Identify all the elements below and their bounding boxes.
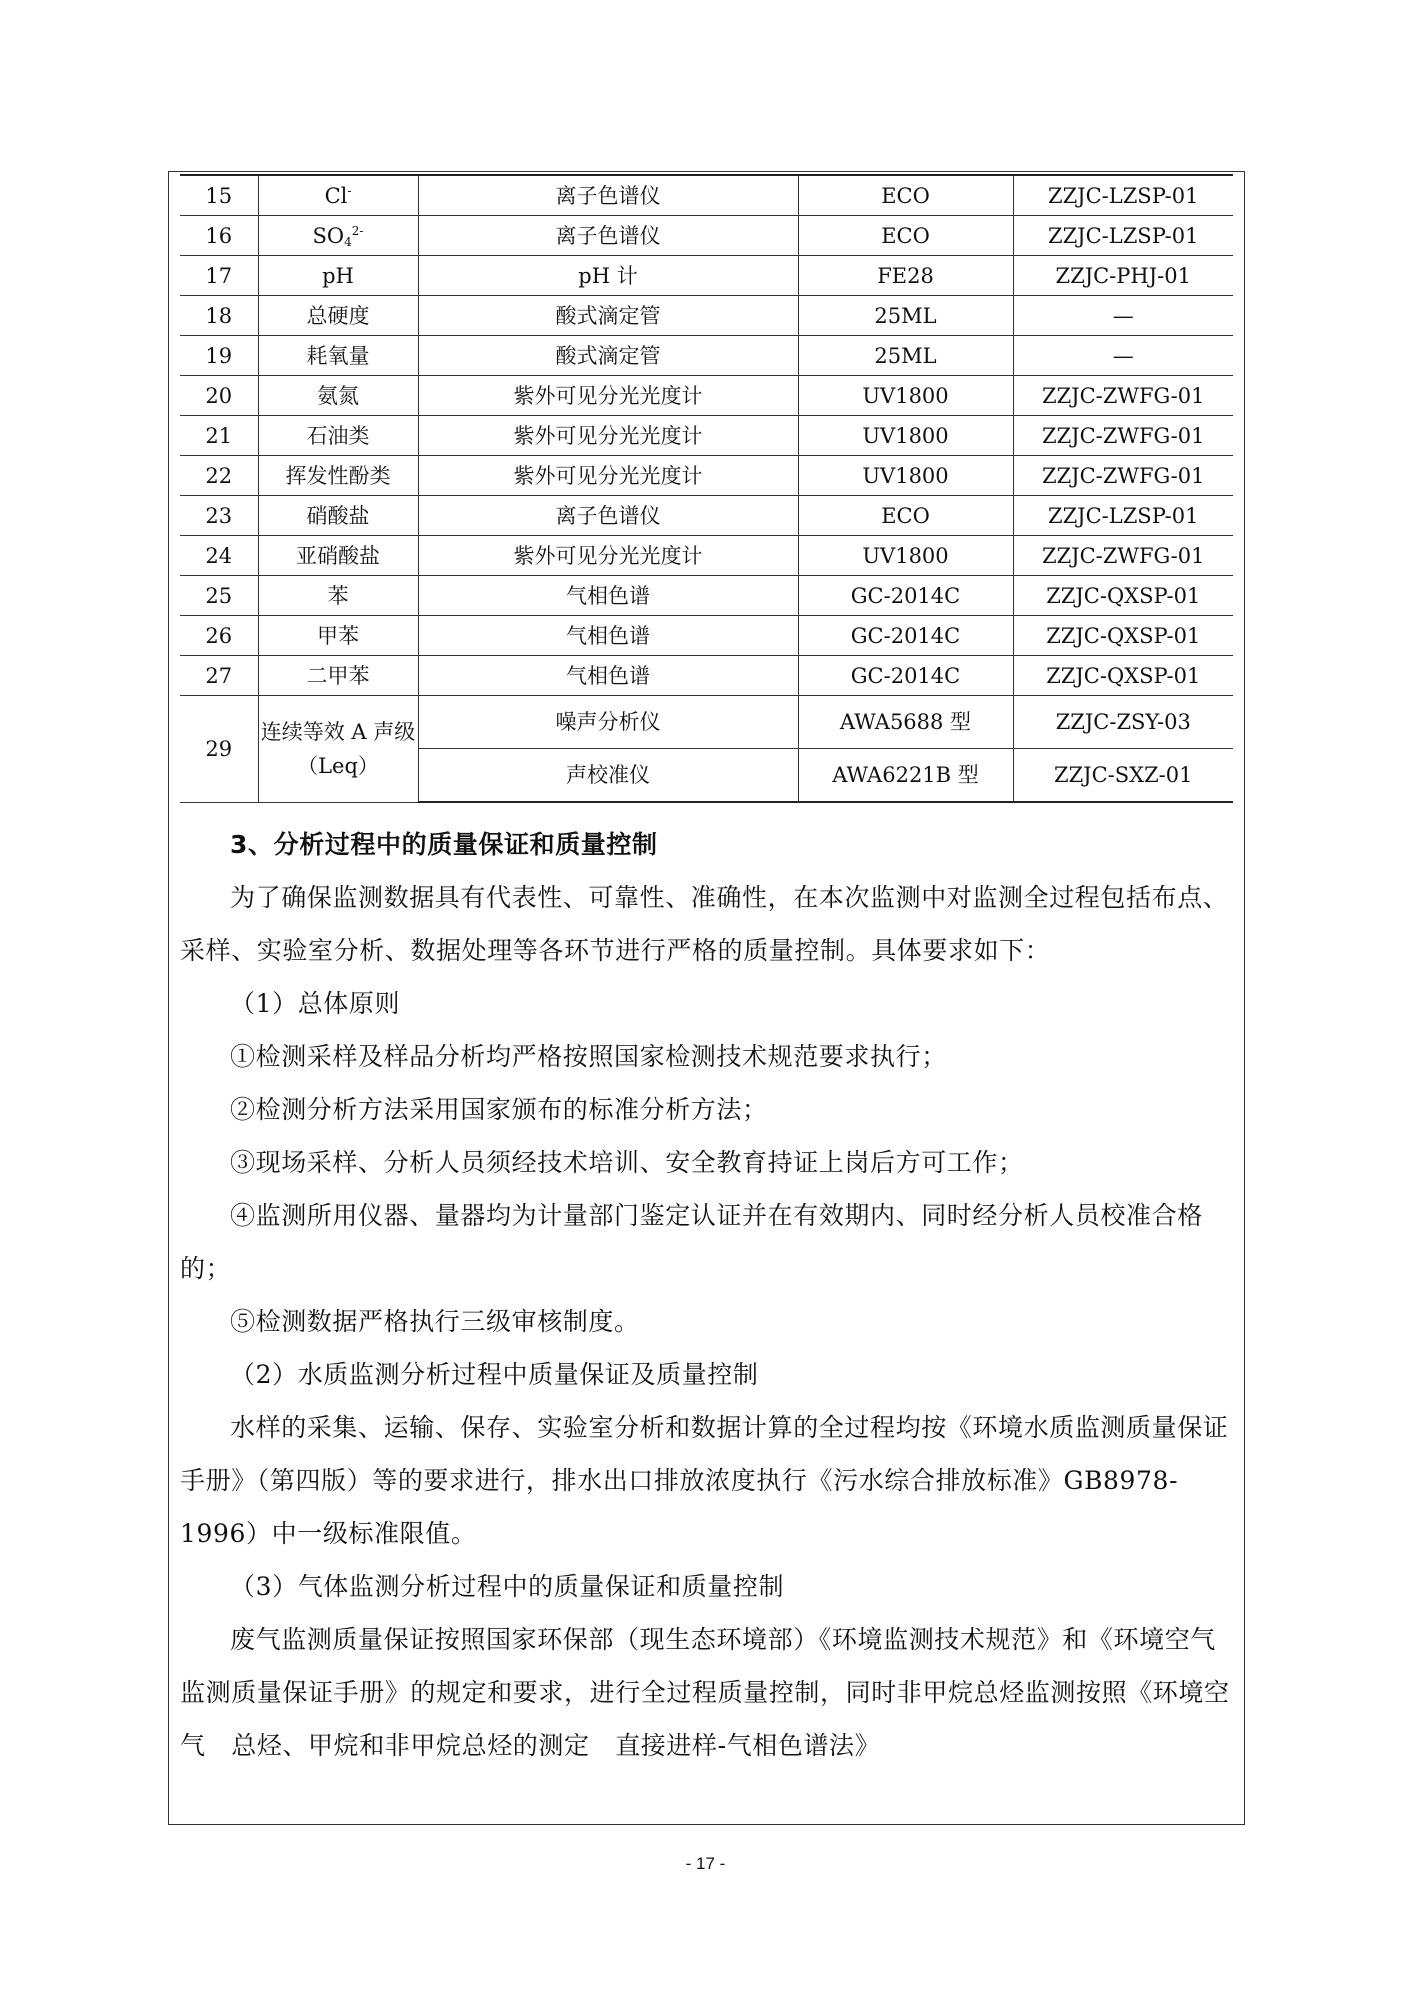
instrument-name: pH 计 [418,256,798,296]
instrument-code: ZZJC-QXSP-01 [1013,576,1233,616]
instrument-name: 紫外可见分光光度计 [418,416,798,456]
item-superscript: 2- [351,223,364,238]
instrument-model: 25ML [798,336,1013,376]
row-number: 27 [180,656,258,696]
instrument-code: — [1013,296,1233,336]
monitoring-item [258,296,418,336]
instrument-model: 25ML [798,296,1013,336]
instrument-code: ZZJC-ZSY-03 [1013,696,1233,749]
monitoring-item [258,256,418,296]
instrument-model: UV1800 [798,376,1013,416]
instrument-model: UV1800 [798,456,1013,496]
monitoring-item-text: 二甲苯 [306,663,370,688]
instrument-code: ZZJC-LZSP-01 [1013,496,1233,536]
instrument-code: ZZJC-LZSP-01 [1013,216,1233,256]
page-number: - 17 - [685,1854,726,1873]
monitoring-item-text: 氨氮 [317,383,359,408]
instrument-name: 紫外可见分光光度计 [418,456,798,496]
row-number: 17 [180,256,258,296]
monitoring-item-text: SO [312,223,345,248]
instrument-model: ECO [798,496,1013,536]
table-row [180,175,1233,216]
monitoring-item-text: 硝酸盐 [306,503,370,528]
instrument-name: 气相色谱 [418,576,798,616]
instrument-model: AWA5688 型 [798,696,1013,749]
instrument-model: ECO [798,216,1013,256]
row-number: 18 [180,296,258,336]
instrument-name: 紫外可见分光光度计 [418,376,798,416]
table-row [180,536,1233,576]
instrument-code: ZZJC-ZWFG-01 [1013,456,1233,496]
instrument-table [180,174,1233,803]
principle-3: ③现场采样、分析人员须经技术培训、安全教育持证上岗后方可工作； [230,1148,1024,1177]
subheading-gas-qc: （3）气体监测分析过程中的质量保证和质量控制 [230,1572,785,1601]
instrument-name: 离子色谱仪 [418,175,798,216]
table-row [180,296,1233,336]
monitoring-item-text: Cl [324,183,348,208]
instrument-code: ZZJC-ZWFG-01 [1013,376,1233,416]
monitoring-item-text: 耗氧量 [306,343,370,368]
monitoring-item [258,216,418,256]
instrument-model: AWA6221B 型 [798,749,1013,803]
instrument-code: ZZJC-QXSP-01 [1013,616,1233,656]
principle-2: ②检测分析方法采用国家颁布的标准分析方法； [230,1095,768,1124]
table-row [180,336,1233,376]
row-number: 15 [180,175,258,216]
table-row [180,656,1233,696]
monitoring-item-text: 挥发性酚类 [285,463,391,488]
table-row [180,416,1233,456]
row-number: 29 [180,696,258,803]
principle-1: ①检测采样及样品分析均严格按照国家检测技术规范要求执行； [230,1042,947,1071]
instrument-model: UV1800 [798,536,1013,576]
monitoring-item [258,456,418,496]
item-superscript: - [347,183,352,198]
gas-qc-paragraph: 废气监测质量保证按照国家环保部（现生态环境部）《环境监测技术规范》和《环境空气监测质量保证手册》的规定和要求，进行全过程质量控制，同时非甲烷总烃监测按照《环境空气 总烃、甲烷和非甲烷总烃的测定 直接进样-气相色谱法》 [180,1625,1230,1760]
monitoring-item [258,175,418,216]
row-number: 20 [180,376,258,416]
row-number: 23 [180,496,258,536]
item-subscript: 4 [344,234,352,249]
subheading-general-principles: （1）总体原则 [230,989,401,1018]
instrument-code: ZZJC-ZWFG-01 [1013,536,1233,576]
table-row [180,256,1233,296]
monitoring-item-text: 亚硝酸盐 [296,543,380,568]
row-number: 22 [180,456,258,496]
monitoring-item [258,656,418,696]
instrument-name: 噪声分析仪 [418,696,798,749]
table-row [180,576,1233,616]
row-number: 24 [180,536,258,576]
monitoring-item [258,536,418,576]
instrument-name: 气相色谱 [418,656,798,696]
instrument-model: GC-2014C [798,576,1013,616]
monitoring-item-text: pH [322,263,354,288]
monitoring-item-text: 甲苯 [317,623,359,648]
water-qc-paragraph: 水样的采集、运输、保存、实验室分析和数据计算的全过程均按《环境水质监测质量保证手册》（第四版）等的要求进行，排水出口排放浓度执行《污水综合排放标准》GB8978-1996）中一级标准限值。 [180,1413,1229,1548]
table-row [180,616,1233,656]
monitoring-item: 连续等效 A 声级（Leq） [258,696,418,803]
instrument-model: GC-2014C [798,656,1013,696]
section-heading: 3、分析过程中的质量保证和质量控制 [230,830,658,859]
instrument-name: 声校准仪 [418,749,798,803]
monitoring-item-text: 石油类 [306,423,370,448]
body-text [180,818,1233,1772]
table-row [180,216,1233,256]
principle-4: ④监测所用仪器、量器均为计量部门鉴定认证并在有效期内、同时经分析人员校准合格的； [180,1201,1203,1283]
instrument-code: ZZJC-SXZ-01 [1013,749,1233,803]
instrument-code: ZZJC-ZWFG-01 [1013,416,1233,456]
principle-5: ⑤检测数据严格执行三级审核制度。 [230,1307,640,1336]
instrument-name: 酸式滴定管 [418,296,798,336]
monitoring-item [258,616,418,656]
instrument-name: 气相色谱 [418,616,798,656]
table-row [180,456,1233,496]
instrument-code: ZZJC-QXSP-01 [1013,656,1233,696]
instrument-code: ZZJC-PHJ-01 [1013,256,1233,296]
instrument-name: 离子色谱仪 [418,496,798,536]
monitoring-item [258,336,418,376]
monitoring-item-text: 总硬度 [306,303,370,328]
instrument-name: 紫外可见分光光度计 [418,536,798,576]
monitoring-item [258,416,418,456]
instrument-model: FE28 [798,256,1013,296]
subheading-water-qc: （2）水质监测分析过程中质量保证及质量控制 [230,1360,759,1389]
monitoring-item [258,496,418,536]
instrument-name: 离子色谱仪 [418,216,798,256]
row-number: 25 [180,576,258,616]
row-number: 16 [180,216,258,256]
table-row [180,376,1233,416]
instrument-model: ECO [798,175,1013,216]
intro-paragraph: 为了确保监测数据具有代表性、可靠性、准确性，在本次监测中对监测全过程包括布点、采样、实验室分析、数据处理等各环节进行严格的质量控制。具体要求如下： [180,883,1229,965]
table-row [180,696,1233,749]
monitoring-item-text: 苯 [327,583,349,608]
instrument-name: 酸式滴定管 [418,336,798,376]
monitoring-item [258,376,418,416]
row-number: 26 [180,616,258,656]
instrument-model: GC-2014C [798,616,1013,656]
instrument-model: UV1800 [798,416,1013,456]
row-number: 19 [180,336,258,376]
row-number: 21 [180,416,258,456]
table-row [180,496,1233,536]
instrument-code: — [1013,336,1233,376]
instrument-code: ZZJC-LZSP-01 [1013,175,1233,216]
monitoring-item [258,576,418,616]
